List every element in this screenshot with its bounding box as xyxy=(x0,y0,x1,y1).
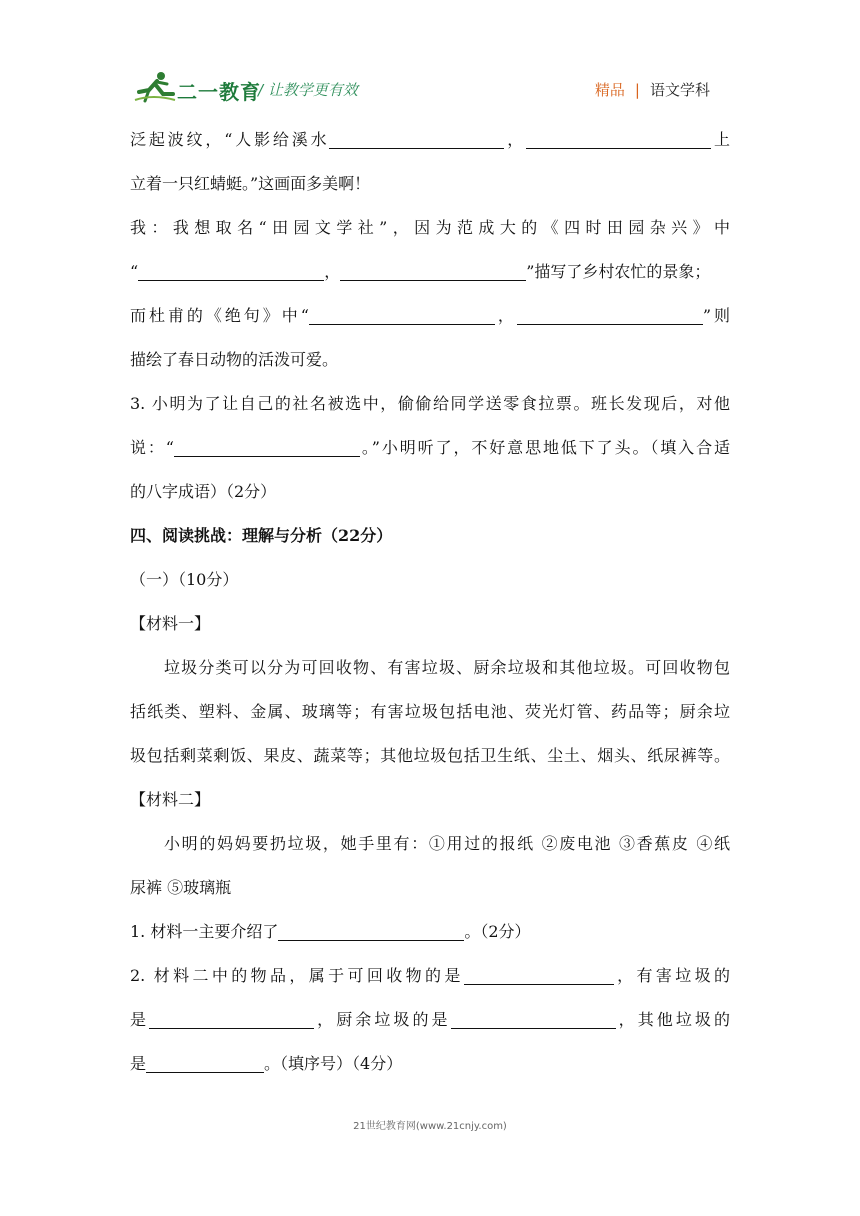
text-line: 1. 材料一主要介绍了 。（2分） xyxy=(130,922,531,941)
text-line: 3. 小明为了让自己的社名被选中，偷偷给同学送零食拉票。班长发现后，对他 xyxy=(130,394,730,413)
text-line: 垃圾分类可以分为可回收物、有害垃圾、厨余垃圾和其他垃圾。可回收物包 xyxy=(164,658,730,677)
logo-text: 二一教育 xyxy=(177,80,261,104)
material-heading: 【材料一】 xyxy=(130,614,211,633)
text-line: 泛起波纹，“人影给溪水 ， 上 xyxy=(130,130,730,149)
fill-blank[interactable] xyxy=(451,1008,616,1029)
fill-blank[interactable] xyxy=(138,260,324,281)
quality-label: 精品 xyxy=(594,81,625,99)
logo xyxy=(133,70,261,104)
fill-blank[interactable] xyxy=(278,920,464,941)
text-line: （一）（10分） xyxy=(130,570,239,589)
header-separator: | xyxy=(634,81,640,99)
text-line: 括纸类、塑料、金属、玻璃等；有害垃圾包括电池、荧光灯管、药品等；厨余垃 xyxy=(130,702,730,721)
fill-blank[interactable] xyxy=(329,128,504,149)
text-line: 尿裤 ⑤玻璃瓶 xyxy=(130,878,232,897)
fill-blank[interactable] xyxy=(149,1008,314,1029)
fill-blank[interactable] xyxy=(340,260,526,281)
text-line: 圾包括剩菜剩饭、果皮、蔬菜等；其他垃圾包括卫生纸、尘土、烟头、纸尿裤等。 xyxy=(130,746,730,765)
fill-blank[interactable] xyxy=(146,1052,264,1073)
text-line: 是 。（填序号）（4分） xyxy=(130,1054,403,1073)
fill-blank[interactable] xyxy=(464,964,614,985)
text-line: 说：“ 。”小明听了，不好意思地低下了头。（填入合适 xyxy=(130,438,730,457)
text-line: 2. 材料二中的物品，属于可回收物的是 ，有害垃圾的 xyxy=(130,966,730,985)
subject-label: 语文学科 xyxy=(649,81,710,99)
header-right xyxy=(595,79,710,100)
document-body xyxy=(130,118,730,1086)
text-line: 描绘了春日动物的活泼可爱。 xyxy=(130,350,339,369)
fill-blank[interactable] xyxy=(174,436,360,457)
fill-blank[interactable] xyxy=(309,304,495,325)
text-line: 立着一只红蜻蜓。”这画面多美啊！ xyxy=(130,174,371,193)
text-line: 的八字成语）（2分） xyxy=(130,482,277,501)
page-footer: 21世纪教育网(www.21cnjy.com) xyxy=(353,1121,507,1132)
section-heading: 四、阅读挑战：理解与分析（22分） xyxy=(130,526,393,545)
fill-blank[interactable] xyxy=(517,304,703,325)
slogan: / 让教学更有效 xyxy=(258,81,358,99)
material-heading: 【材料二】 xyxy=(130,790,211,809)
text-line: 是 ，厨余垃圾的是 ，其他垃圾的 xyxy=(130,1010,730,1029)
text-line: 我：我想取名“田园文学社”，因为范成大的《四时田园杂兴》中 xyxy=(130,218,730,237)
text-line: “ ， ”描写了乡村农忙的景象； xyxy=(130,262,711,281)
fill-blank[interactable] xyxy=(526,128,711,149)
text-line: 小明的妈妈要扔垃圾，她手里有：①用过的报纸 ②废电池 ③香蕉皮 ④纸 xyxy=(164,834,730,853)
text-line: 而杜甫的《绝句》中“ ， ”则 xyxy=(130,306,730,325)
runner-logo-icon xyxy=(133,70,177,104)
page-header xyxy=(0,0,860,110)
